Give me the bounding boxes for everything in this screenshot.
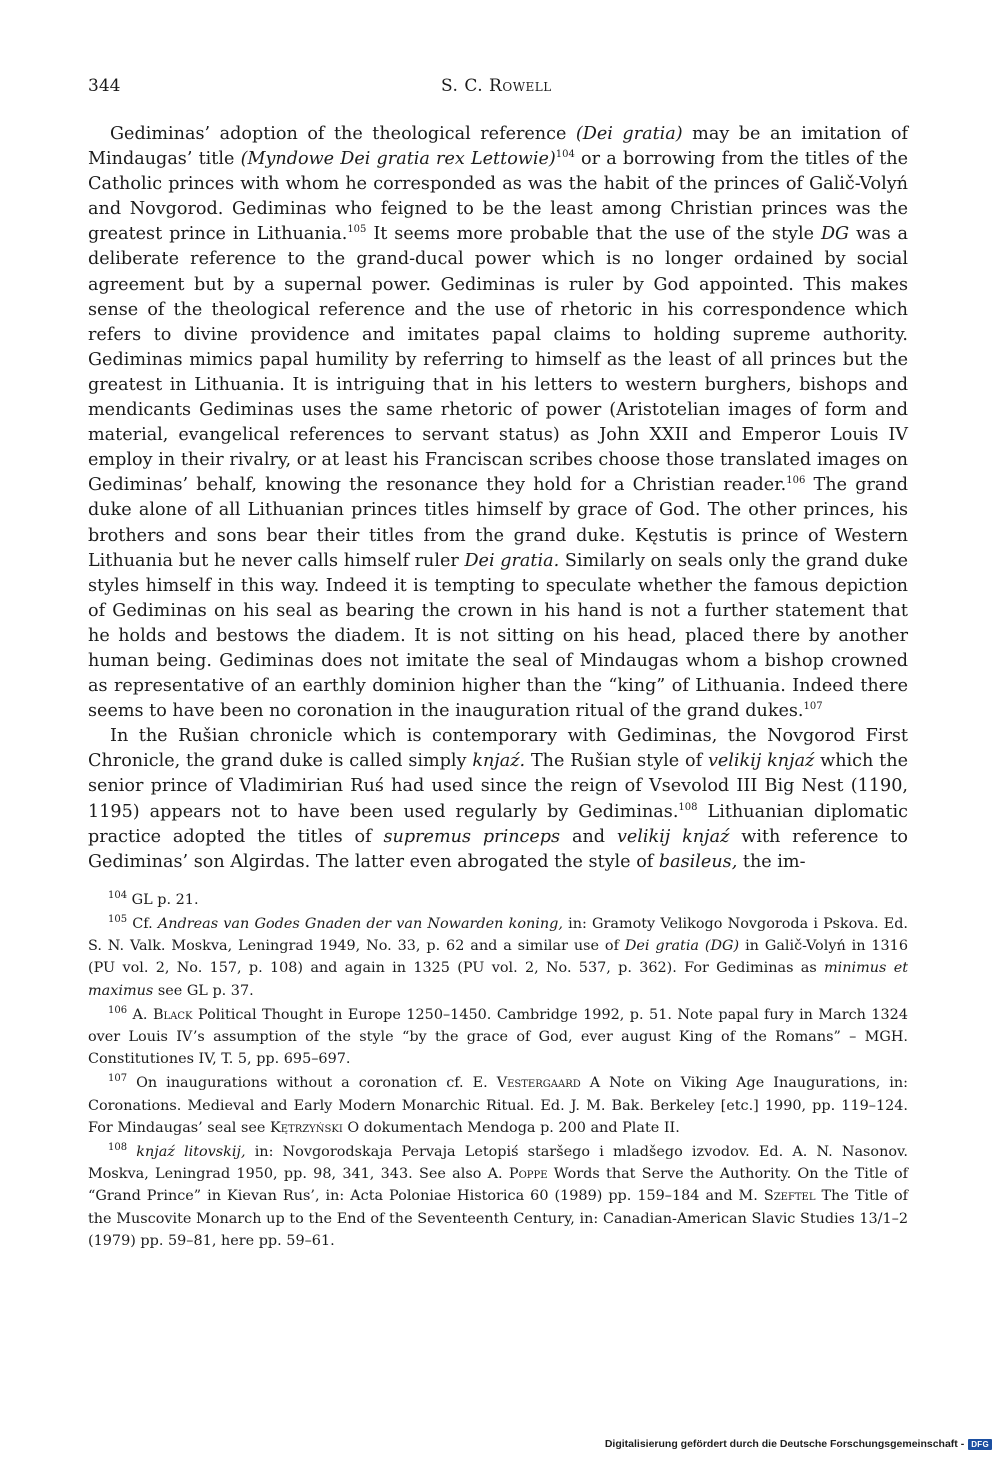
author-name: Kętrzyński (269, 1119, 343, 1136)
text-span: which the senior prince of Vladimirian Ruś had used since the reign of Vsevolod III Big Nest (1190, 1195) appears not to have been used regularly by Gediminas. (88, 751, 908, 822)
paragraph-1 (88, 122, 908, 724)
text-span: Similarly on seals only the grand duke styles himself in this way. Indeed it is tempting to speculate whether the famous depiction of Gediminas on his seal as bearing the crown in his hand is not a further statement that he holds and bestows the diadem. It is not sitting on his head, placed there by another human being. Gediminas does not imitate the seal of Mindaugas whom a bishop crowned as representative of an earthly dominion higher than the “king” of Lithuania. Indeed there seems to have been no coronation in the inauguration ritual of the grand dukes. (88, 550, 908, 722)
running-head-author: S. C. Rowell (441, 76, 552, 96)
text-span: or a borrowing from the titles of the Catholic princes with whom he corresponded as was the habit of the princes of Galič-Volyń and Novgorod. Gediminas who feigned to be the least among Christian princes was the greatest prince in Lithuania. (88, 149, 909, 245)
footnote-number: 104 (108, 890, 128, 902)
footnote-108 (88, 1141, 908, 1252)
footnote-number: 106 (108, 1005, 128, 1017)
footnote-104 (88, 889, 908, 911)
text-span: GL p. 21. (127, 891, 199, 908)
italic-span: knjaź litovskij, (136, 1144, 246, 1161)
footnote-106 (88, 1004, 908, 1071)
footnote-105 (88, 913, 908, 1002)
paragraph-2 (88, 724, 908, 875)
text-span (127, 1144, 136, 1160)
italic-span: basileus, (658, 851, 738, 872)
footnote-ref-104[interactable]: 104 (555, 149, 575, 161)
text-span: Lithuanian diplomatic practice adopted the titles of (88, 801, 908, 847)
text-span: Words that Serve the Authority. On the Title of “Grand Prince” in Kievan Rus’, in: Acta Poloniae Historica 60 (1989) pp. 159–184 and M. (88, 1166, 908, 1205)
text-span: in: Gramoty Velikogo Novgoroda i Pskova. Ed. S. N. Valk. Moskva, Leningrad 1949, No. 33, p. 62 and a similar use of (88, 916, 909, 955)
italic-span: supremus princeps (383, 826, 561, 847)
author-name: Black (152, 1006, 193, 1023)
text-span: Cf. (127, 916, 158, 933)
italic-span: (Dei gratia) (575, 124, 683, 144)
footnote-ref-108[interactable]: 108 (678, 801, 698, 813)
dfg-logo-icon: DFG (968, 1439, 992, 1450)
text-span: Political Thought in Europe 1250–1450. Cambridge 1992, p. 51. Note papal fury in March 1324 over Louis IV’s assumption of the style “by the grace of God, ever august King of the Romans” – MGH. Constitutiones IV, T. 5, pp. 695–697. (88, 1006, 908, 1068)
text-span: was a deliberate reference to the grand-ducal power which is no longer ordained by social agreement but by a supernal power. Gediminas is ruler by God appointed. This makes sense of the theological reference and the use of rhetoric in his correspondence which refers to divine providence and imitates papal claims to holding supreme authority. Gediminas mimics papal humility by referring to himself as the least of all princes but the greatest in Lithuania. It is intriguing that in his letters to western burghers, bishops and mendicants Gediminas uses the same rhetoric of power (Aristotelian images of form and material, evangelical references to servant status) as John XXII and Emperor Louis IV employ in their rivalry, or at least his Franciscan scribes choose those translated images on Gediminas’ behalf, knowing the resonance they hold for a Christian reader. (88, 224, 908, 496)
footnote-ref-106[interactable]: 106 (786, 475, 806, 487)
text-span: The grand duke alone of all Lithuanian princes titles himself by grace of God. The other princes, his brothers and sons bear their titles from the grand duke. Kęstutis is prince of Western Lithuania but he never calls himself ruler (88, 475, 908, 571)
page-number: 344 (88, 76, 121, 96)
text-span: It seems more probable that the use of the style (366, 224, 821, 245)
dfg-credit-text: Digitalisierung gefördert durch die Deutsche Forschungsgemeinschaft - (604, 1438, 965, 1450)
italic-span: Andreas van Godes Gnaden der van Nowarden koning, (157, 916, 563, 933)
text-span: A. (127, 1006, 153, 1023)
document-page (88, 70, 908, 1254)
text-span: Gediminas’ adoption of the theological reference (110, 124, 576, 144)
italic-span: (Myndowe Dei gratia rex Lettowie) (240, 149, 556, 170)
italic-span: velikij knjaź (707, 751, 815, 772)
italic-span: Dei gratia (DG) (624, 938, 740, 955)
text-span: On inaugurations without a coronation cf. E. (127, 1075, 497, 1092)
footnote-number: 108 (108, 1142, 128, 1154)
italic-span: knjaź. (472, 751, 526, 772)
footnote-number: 107 (108, 1073, 128, 1085)
running-head (88, 70, 908, 100)
italic-span: minimus et maximus (88, 960, 908, 999)
italic-span: velikij knjaź (616, 826, 730, 847)
text-span: with reference to Gediminas’ son Algirdas. The latter even abrogated the style of (88, 826, 908, 872)
dfg-credit (605, 1438, 992, 1450)
italic-span: DG (820, 224, 850, 245)
text-span: O dokumentach Mendoga p. 200 and Plate II. (342, 1119, 680, 1136)
footnote-ref-105[interactable]: 105 (347, 224, 367, 236)
footnote-number: 105 (108, 914, 128, 926)
footnotes (88, 889, 908, 1252)
text-span: may be an imitation of Mindaugas’ title (88, 124, 908, 170)
text-span: and (560, 826, 617, 847)
author-name: Vestergaard (496, 1075, 581, 1092)
text-span: in: Novgorodskaja Pervaja Letopiś staršego i mladšego izvodov. Ed. A. N. Nasonov. Moskva, Leningrad 1950, pp. 98, 341, 343. See also A. (88, 1144, 908, 1183)
text-span: the im- (737, 851, 806, 872)
author-name: Szeftel (763, 1188, 816, 1205)
text-span: A Note on Viking Age Inaugurations, in: Coronations. Medieval and Early Modern Monarchic Ritual. Ed. J. M. Bak. Berkeley [etc.] 1990, pp. 119–124. For Mindaugas’ seal see (88, 1075, 908, 1136)
text-span: see GL p. 37. (153, 982, 254, 999)
body-text (88, 122, 908, 875)
author-name: Poppe (508, 1166, 548, 1183)
text-span: in Galič-Volyń in 1316 (PU vol. 2, No. 157, p. 108) and again in 1325 (PU vol. 2, No. 537, p. 362). For Gediminas as (88, 938, 908, 977)
italic-span: Dei gratia. (464, 550, 560, 571)
footnote-ref-107[interactable]: 107 (803, 701, 823, 713)
text-span: The Title of the Muscovite Monarch up to the End of the Seventeenth Century, in: Canadian-American Slavic Studies 13/1–2 (1979) pp. 59–81, here pp. 59–61. (88, 1188, 908, 1249)
footnote-107 (88, 1072, 908, 1139)
text-span: The Rušian style of (525, 751, 708, 772)
text-span: In the Rušian chronicle which is contemporary with Gediminas, the Novgorod First Chronicle, the grand duke is called simply (88, 726, 908, 772)
